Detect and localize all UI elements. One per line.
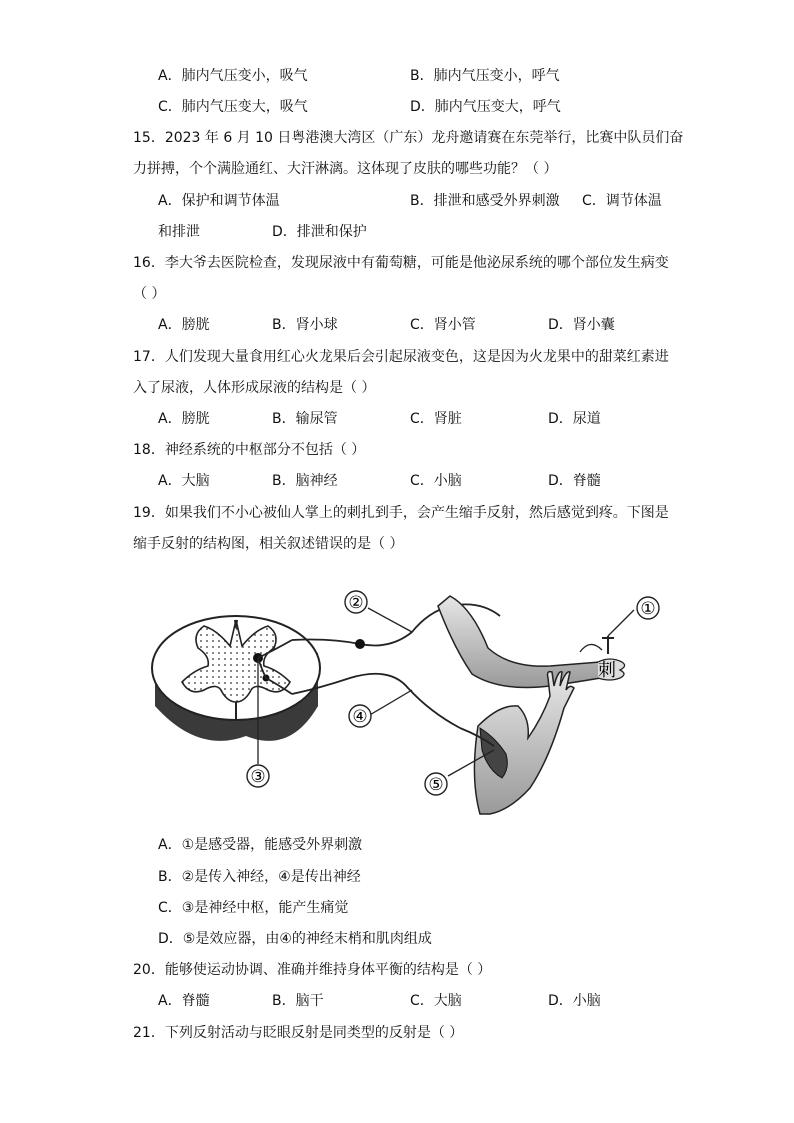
thorn-icon bbox=[602, 636, 614, 654]
q16-stem-line2: （ ） bbox=[133, 286, 166, 302]
q19-option-c: C．③是神经中枢，能产生痛觉 bbox=[158, 900, 349, 916]
reflex-arc-figure bbox=[150, 578, 670, 818]
spinal-cord-section bbox=[152, 616, 320, 741]
q15-option-b: B．排泄和感受外界刺激 bbox=[410, 193, 560, 209]
q16-option-b: B．肾小球 bbox=[272, 317, 338, 333]
label-3: ③ bbox=[250, 767, 266, 787]
q21-stem: 21．下列反射活动与眨眼反射是同类型的反射是（ ） bbox=[133, 1025, 464, 1041]
q18-stem: 18．神经系统的中枢部分不包括（ ） bbox=[133, 442, 366, 458]
q16-option-a: A．膀胱 bbox=[158, 317, 210, 333]
q14-option-c: C．肺内气压变大，吸气 bbox=[158, 99, 308, 115]
q15-option-d: D．排泄和保护 bbox=[272, 224, 367, 240]
label-4: ④ bbox=[352, 707, 368, 727]
label-2: ② bbox=[348, 593, 364, 613]
q17-stem-line2: 入了尿液，人体形成尿液的结构是（ ） bbox=[133, 380, 376, 396]
q16-stem-line1: 16．李大爷去医院检查，发现尿液中有葡萄糖，可能是他泌尿系统的哪个部位发生病变 bbox=[133, 255, 669, 271]
label-5: ⑤ bbox=[428, 775, 444, 795]
q15-stem-line1: 15．2023 年 6 月 10 日粤港澳大湾区（广东）龙舟邀请赛在东莞举行，比赛中队员们奋 bbox=[133, 130, 684, 146]
q20-option-a: A．脊髓 bbox=[158, 993, 210, 1009]
q17-option-c: C．肾脏 bbox=[410, 411, 462, 427]
q15-option-a: A．保护和调节体温 bbox=[158, 193, 280, 209]
q14-option-a: A．肺内气压变小，吸气 bbox=[158, 68, 308, 84]
stab-label: 刺 bbox=[598, 660, 616, 681]
q19-option-d: D．⑤是效应器，由④的神经末梢和肌肉组成 bbox=[158, 931, 432, 947]
q19-stem-line1: 19．如果我们不小心被仙人掌上的刺扎到手，会产生缩手反射，然后感觉到疼。下图是 bbox=[133, 505, 669, 521]
q18-option-a: A．大脑 bbox=[158, 473, 210, 489]
label-1: ① bbox=[640, 599, 656, 619]
q18-option-b: B．脑神经 bbox=[272, 473, 338, 489]
q14-option-d: D．肺内气压变大，呼气 bbox=[410, 99, 561, 115]
q18-option-c: C．小脑 bbox=[410, 473, 462, 489]
q20-option-b: B．脑干 bbox=[272, 993, 324, 1009]
q18-option-d: D．脊髓 bbox=[548, 473, 601, 489]
q20-option-c: C．大脑 bbox=[410, 993, 462, 1009]
q15-option-c-cont: 和排泄 bbox=[158, 224, 200, 240]
q15-stem-line2: 力拼搏，个个满脸通红、大汗淋漓。这体现了皮肤的哪些功能？（ ） bbox=[133, 161, 558, 177]
upper-arm-illustration bbox=[438, 596, 625, 688]
q17-stem-line1: 17．人们发现大量食用红心火龙果后会引起尿液变色，这是因为火龙果中的甜菜红素进 bbox=[133, 349, 669, 365]
q16-option-d: D．肾小囊 bbox=[548, 317, 615, 333]
q20-stem: 20．能够使运动协调、准确并维持身体平衡的结构是（ ） bbox=[133, 962, 492, 978]
q19-option-b: B．②是传入神经，④是传出神经 bbox=[158, 869, 361, 885]
q17-option-a: A．膀胱 bbox=[158, 411, 210, 427]
q19-stem-line2: 缩手反射的结构图，相关叙述错误的是（ ） bbox=[133, 536, 404, 552]
q14-option-b: B．肺内气压变小，呼气 bbox=[410, 68, 560, 84]
q16-option-c: C．肾小管 bbox=[410, 317, 476, 333]
q20-option-d: D．小脑 bbox=[548, 993, 601, 1009]
q19-option-a: A．①是感受器，能感受外界刺激 bbox=[158, 837, 363, 853]
q17-option-b: B．输尿管 bbox=[272, 411, 338, 427]
q15-option-c: C．调节体温 bbox=[582, 193, 662, 209]
q17-option-d: D．尿道 bbox=[548, 411, 601, 427]
